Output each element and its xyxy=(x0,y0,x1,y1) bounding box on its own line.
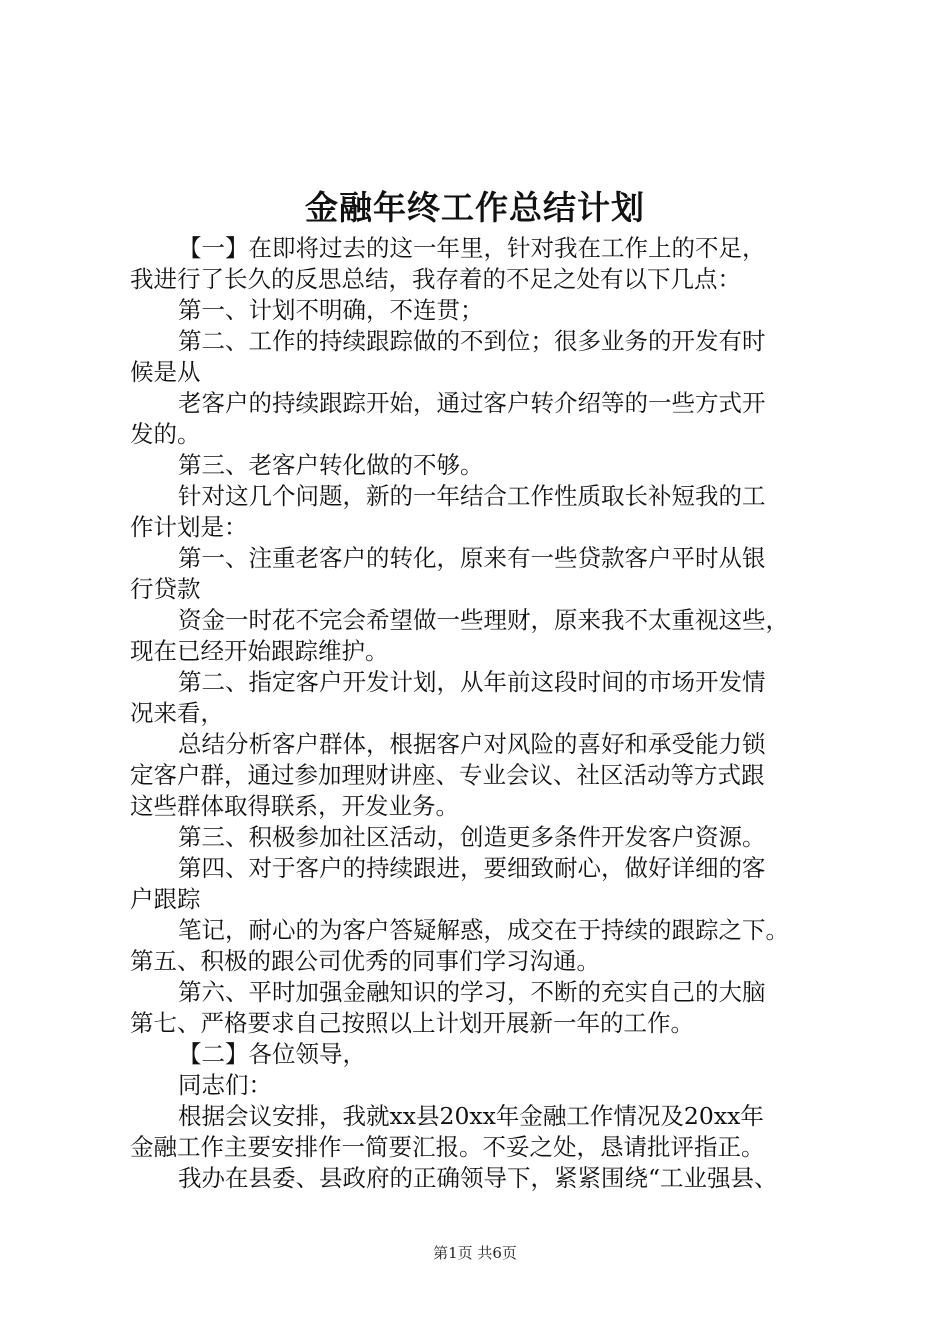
body-line: 户跟踪 xyxy=(130,885,201,913)
body-line: 金融工作主要安排作一简要汇报。不妥之处，恳请批评指正。 xyxy=(130,1133,765,1161)
body-line: 第四、对于客户的持续跟进，要细致耐心，做好详细的客 xyxy=(178,854,766,882)
body-line: 第三、积极参加社区活动，创造更多条件开发客户资源。 xyxy=(178,823,766,851)
body-line: 第六、平时加强金融知识的学习，不断的充实自己的大脑 xyxy=(178,978,766,1006)
body-line: 我进行了长久的反思总结，我存着的不足之处有以下几点： xyxy=(130,265,741,293)
body-line: 况来看， xyxy=(130,699,224,727)
body-line: 针对这几个问题，新的一年结合工作性质取长补短我的工 xyxy=(178,482,766,510)
body-line: 现在已经开始跟踪维护。 xyxy=(130,637,389,665)
body-line: 根据会议安排，我就xx县20xx年金融工作情况及20xx年 xyxy=(178,1102,764,1130)
body-line: 第二、指定客户开发计划，从年前这段时间的市场开发情 xyxy=(178,668,766,696)
body-line: 第七、严格要求自己按照以上计划开展新一年的工作。 xyxy=(130,1009,694,1037)
document-body xyxy=(130,233,840,1194)
body-line: 发的。 xyxy=(130,420,201,448)
body-line: 老客户的持续跟踪开始，通过客户转介绍等的一些方式开 xyxy=(178,389,766,417)
body-line: 【一】在即将过去的这一年里，针对我在工作上的不足， xyxy=(178,234,766,262)
body-line: 我办在县委、县政府的正确领导下，紧紧围绕“工业强县、 xyxy=(178,1164,778,1192)
body-line: 作计划是： xyxy=(130,513,248,541)
body-line: 第五、积极的跟公司优秀的同事们学习沟通。 xyxy=(130,947,600,975)
body-line: 这些群体取得联系，开发业务。 xyxy=(130,792,459,820)
body-line: 行贷款 xyxy=(130,575,201,603)
body-line: 候是从 xyxy=(130,358,201,386)
page-number-footer: 第1页 共6页 xyxy=(433,1244,517,1262)
body-line: 第一、计划不明确，不连贯； xyxy=(178,296,484,324)
body-line: 资金一时花不完会希望做一些理财，原来我不太重视这些， xyxy=(178,606,789,634)
body-line: 定客户群，通过参加理财讲座、专业会议、社区活动等方式跟 xyxy=(130,761,765,789)
body-line: 第二、工作的持续跟踪做的不到位；很多业务的开发有时 xyxy=(178,327,766,355)
body-line: 笔记，耐心的为客户答疑解惑，成交在于持续的跟踪之下。 xyxy=(178,916,789,944)
body-line: 第一、注重老客户的转化，原来有一些贷款客户平时从银 xyxy=(178,544,766,572)
body-line: 第三、老客户转化做的不够。 xyxy=(178,451,484,479)
body-line: 【二】各位领导， xyxy=(178,1040,366,1068)
body-line: 总结分析客户群体，根据客户对风险的喜好和承受能力锁 xyxy=(178,730,766,758)
document-title: 金融年终工作总结计划 xyxy=(305,188,645,227)
body-line: 同志们： xyxy=(178,1071,272,1099)
